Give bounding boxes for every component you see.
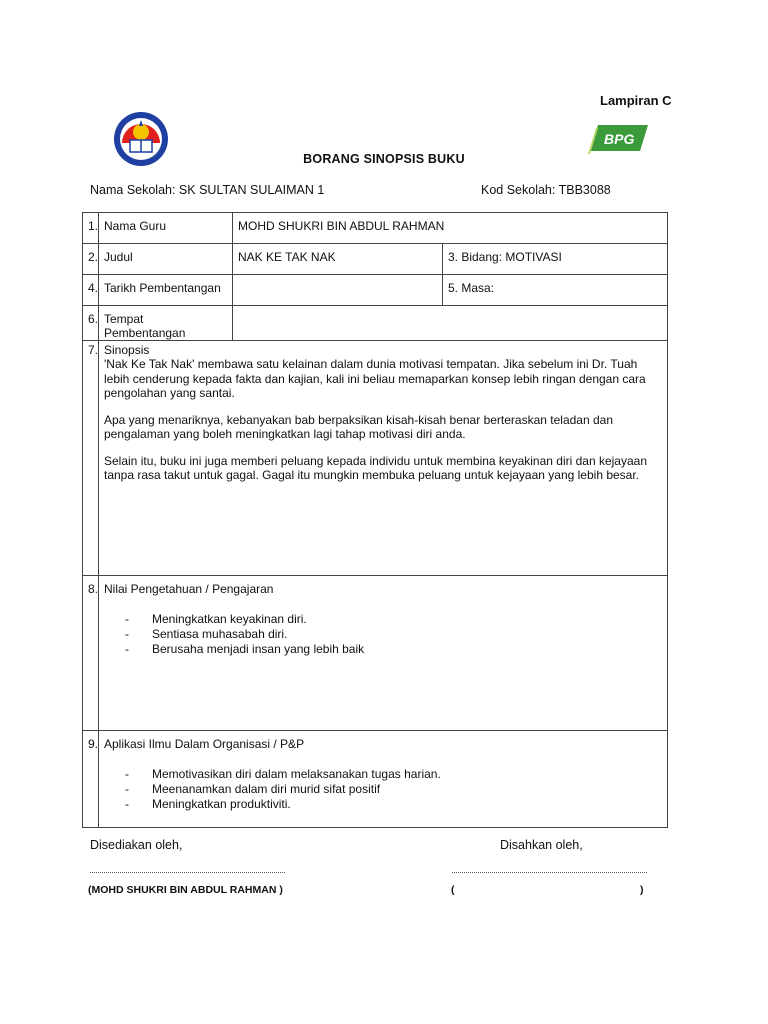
sinopsis-paragraph: 'Nak Ke Tak Nak' membawa satu kelainan dalam dunia motivasi tempatan. Jika sebelum ini Dr. Tuah lebih cenderung kepada fakta dan kajian, kali ini beliau memaparkan konsep lebih ringan dengan cara pengolahan yang santai. [104,357,646,400]
row-number: 9. [83,731,99,828]
sinopsis-label: Sinopsis [104,343,150,357]
tarikh-value[interactable] [233,275,443,306]
list-item: - Memotivasikan diri dalam melaksanakan tugas harian. [125,767,662,782]
row-number: 2. [83,244,99,275]
synopsis-form-table [82,212,668,828]
masa-value[interactable]: 5. Masa: [443,275,668,306]
row-number: 6. [83,306,99,341]
judul-value[interactable]: NAK KE TAK NAK [233,244,443,275]
approved-name-close-paren: ) [640,884,644,896]
school-code: Kod Sekolah: TBB3088 [481,183,611,197]
list-item: - Meenanamkan dalam diri murid sifat positif [125,782,662,797]
nilai-label: Nilai Pengetahuan / Pengajaran [104,582,274,596]
form-title: BORANG SINOPSIS BUKU [303,152,465,166]
row-aplikasi [83,731,668,828]
school-name: Nama Sekolah: SK SULTAN SULAIMAN 1 [90,183,325,197]
tempat-value[interactable] [233,306,668,341]
field-label: Tarikh Pembentangan [99,275,233,306]
nama-guru-value[interactable]: MOHD SHUKRI BIN ABDUL RAHMAN [233,213,668,244]
row-tempat [83,306,668,341]
aplikasi-label: Aplikasi Ilmu Dalam Organisasi / P&P [104,737,305,751]
prepared-by-label: Disediakan oleh, [90,838,183,852]
lampiran-label: Lampiran C [600,93,672,108]
row-number: 4. [83,275,99,306]
approved-by-label: Disahkan oleh, [500,838,583,852]
sinopsis-paragraph: Apa yang menariknya, kebanyakan bab berpaksikan kisah-kisah benar berteraskan teladan dan pengalaman yang boleh meningkatkan lagi tahap motivasi diri anda. [104,412,613,441]
nilai-cell[interactable] [99,576,668,731]
prepared-signature-line[interactable] [90,866,285,873]
list-item: - Sentiasa muhasabah diri. [125,627,662,642]
aplikasi-cell[interactable] [99,731,668,828]
list-item: - Meningkatkan keyakinan diri. [125,612,662,627]
list-item: - Meningkatkan produktiviti. [125,797,662,812]
field-label: Judul [99,244,233,275]
row-number: 8. [83,576,99,731]
nilai-list [104,612,662,657]
bidang-value[interactable]: 3. Bidang: MOTIVASI [443,244,668,275]
row-judul [83,244,668,275]
approved-name-open-paren: ( [451,884,455,896]
approved-signature-line[interactable] [452,866,647,873]
row-sinopsis [83,341,668,576]
sinopsis-paragraph: Selain itu, buku ini juga memberi peluang kepada individu untuk membina keyakinan diri dan kejayaan tanpa rasa takut untuk gagal. Gagal itu mungkin membuka peluang untuk kejayaan yang lebih besar. [104,453,648,482]
sinopsis-cell[interactable] [99,341,668,576]
row-tarikh [83,275,668,306]
row-number: 1. [83,213,99,244]
field-label: Tempat Pembentangan [99,306,233,341]
row-number: 7. [83,341,99,576]
list-item: - Berusaha menjadi insan yang lebih baik [125,642,662,657]
field-label: Nama Guru [99,213,233,244]
row-nama-guru [83,213,668,244]
svg-text:BPG: BPG [604,131,635,147]
row-nilai [83,576,668,731]
aplikasi-list [104,767,662,812]
prepared-by-name: (MOHD SHUKRI BIN ABDUL RAHMAN ) [88,884,283,896]
